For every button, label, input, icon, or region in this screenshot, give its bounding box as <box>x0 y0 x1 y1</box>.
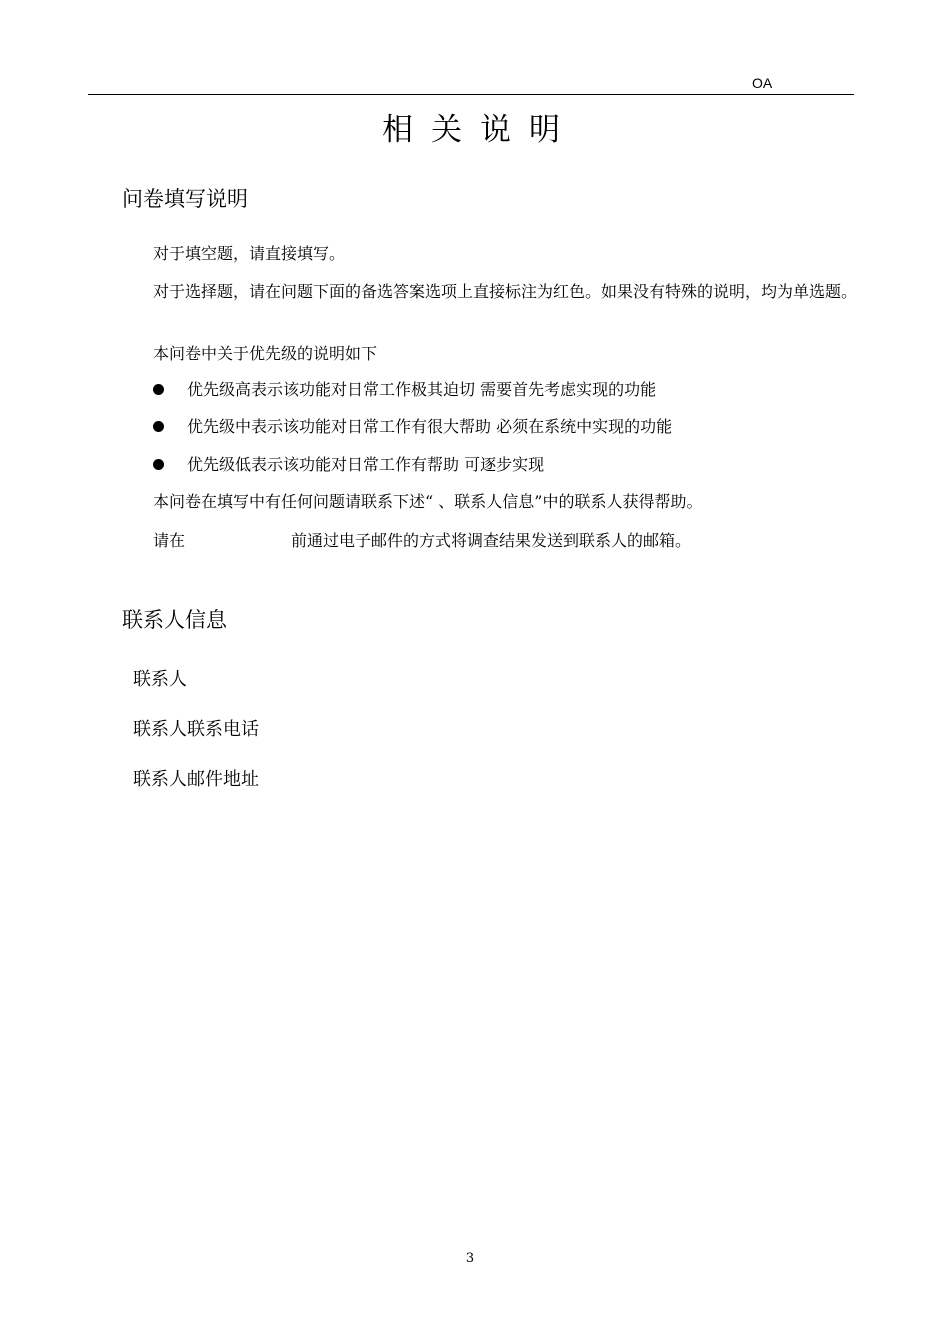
priority-item-text: 优先级高表示该功能对日常工作极其迫切 需要首先考虑实现的功能 <box>187 380 657 399</box>
bullet-dot-icon <box>153 459 164 470</box>
priority-item-text: 优先级低表示该功能对日常工作有帮助 可逐步实现 <box>187 455 545 474</box>
page-number: 3 <box>465 1251 475 1266</box>
bullet-dot-icon <box>153 421 164 432</box>
choice-instruction: 对于选择题，请在问题下面的备选答案选项上直接标注为红色。如果没有特殊的说明，均为单选题。 <box>153 282 858 301</box>
priority-intro: 本问卷中关于优先级的说明如下 <box>153 344 378 363</box>
priority-item-text: 优先级中表示该功能对日常工作有很大帮助 必须在系统中实现的功能 <box>187 417 673 436</box>
page-title: 相关说明 <box>382 112 578 148</box>
bullet-dot-icon <box>153 384 164 395</box>
header-rule <box>88 94 854 95</box>
fill-blank-instruction: 对于填空题，请直接填写。 <box>153 244 346 263</box>
deadline-suffix: 前通过电子邮件的方式将调查结果发送到联系人的邮箱。 <box>291 531 692 550</box>
header-label: OA <box>752 75 773 91</box>
contact-phone-label: 联系人联系电话 <box>133 719 259 740</box>
instructions-heading: 问卷填写说明 <box>122 187 248 211</box>
contact-email-label: 联系人邮件地址 <box>133 769 259 790</box>
contact-note: 本问卷在填写中有任何问题请联系下述“ 、联系人信息”中的联系人获得帮助。 <box>153 492 703 511</box>
contact-name-label: 联系人 <box>133 669 187 690</box>
deadline-instruction <box>153 529 858 553</box>
deadline-prefix: 请在 <box>153 531 186 550</box>
contact-heading: 联系人信息 <box>122 608 227 632</box>
